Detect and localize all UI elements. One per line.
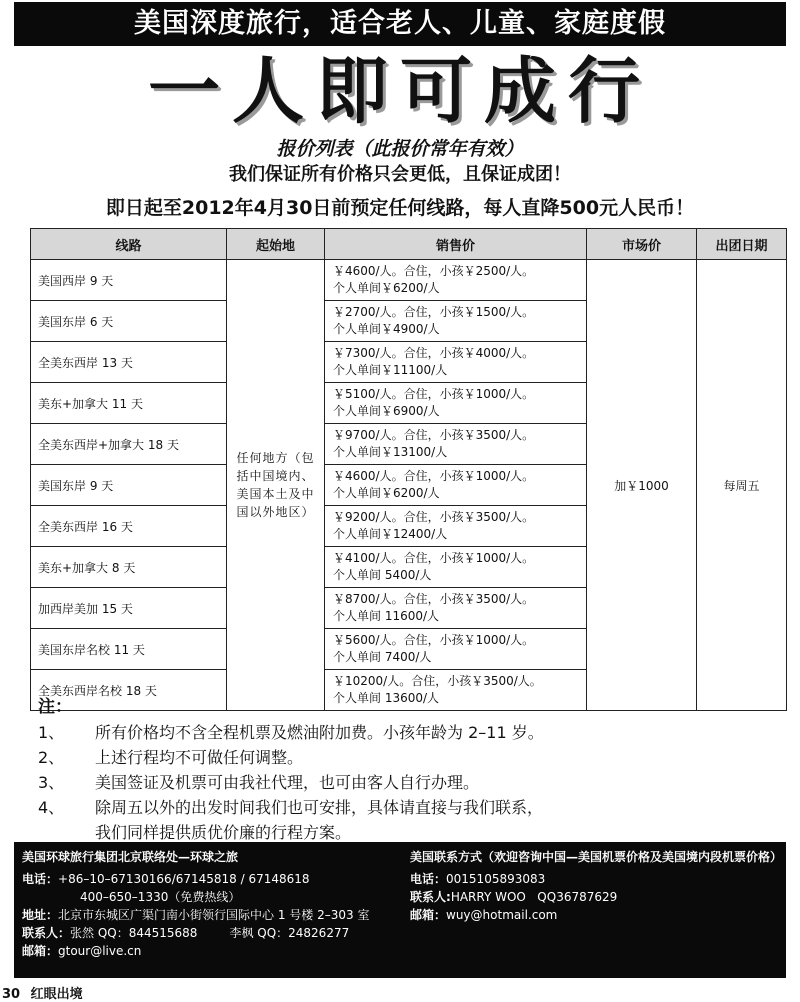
route-cell: 加西岸美加 15 天 [31,588,227,629]
price-line: ￥4100/人。合住，小孩￥1000/人。 [333,551,535,565]
price-cell [325,547,587,588]
single-room-price: 个人单间￥6200/人 [333,281,440,295]
email-label: 邮箱： [410,908,447,922]
price-cell [325,424,587,465]
note-number: 1、 [38,723,65,742]
price-line: ￥10200/人。合住，小孩￥3500/人。 [333,674,542,688]
single-room-price: 个人单间 13600/人 [333,691,440,705]
note-continuation: 我们同样提供质优价廉的行程方案。 [95,823,352,842]
note-text: 除周五以外的出发时间我们也可安排，具体请直接与我们联系， [95,798,544,817]
price-line: ￥5100/人。合住，小孩￥1000/人。 [333,387,535,401]
route-cell: 美东+加拿大 8 天 [31,547,227,588]
note-item [38,720,788,745]
us-contact-heading: 美国联系方式（欢迎咨询中国—美国机票价格及美国境内段机票价格） [410,850,783,864]
contacts-line [22,924,412,942]
top-banner: 美国深度旅行，适合老人、儿童、家庭度假 [14,2,786,46]
price-line: ￥4600/人。合住，小孩￥1000/人。 [333,469,535,483]
single-room-price: 个人单间 5400/人 [333,568,432,582]
price-list-title: 报价列表（此报价常年有效） [276,138,524,160]
address-text: 北京市东城区广渠门南小街领行国际中心 1 号楼 2–303 室 [58,908,370,922]
header-origin: 起始地 [227,229,325,260]
price-line: ￥9700/人。合住，小孩￥3500/人。 [333,428,535,442]
price-line: ￥4600/人。合住，小孩￥2500/人。 [333,264,535,278]
header-route: 线路 [31,229,227,260]
note-text: 所有价格均不含全程机票及燃油附加费。小孩年龄为 2–11 岁。 [95,723,544,742]
route-cell: 美国西岸 9 天 [31,260,227,301]
price-cell [325,506,587,547]
notes-title: 注： [38,697,72,717]
phone-label: 电话： [410,872,447,886]
price-cell [325,465,587,506]
note-text: 美国签证及机票可由我社代理，也可由客人自行办理。 [95,773,480,792]
single-room-price: 个人单间 11600/人 [333,609,440,623]
header-departure-date: 出团日期 [697,229,787,260]
beijing-email-line [22,942,412,960]
header-market-price: 市场价 [587,229,697,260]
contact-person: HARRY WOO QQ36787629 [450,890,618,904]
contacts-label: 联系人： [22,926,71,940]
price-line: ￥8700/人。合住，小孩￥3500/人。 [333,592,535,606]
single-room-price: 个人单间 7400/人 [333,650,432,664]
header-sale-price: 销售价 [325,229,587,260]
us-contact [410,848,782,924]
notes-section [38,692,788,845]
origin-cell: 任何地方（包括中国境内、美国本土及中国以外地区） [227,260,325,711]
route-cell: 全美东西岸+加拿大 18 天 [31,424,227,465]
route-cell: 美东+加拿大 11 天 [31,383,227,424]
us-contact-person-line [410,888,782,906]
hotline: 400–650–1330（免费热线） [80,890,241,904]
guarantee-line: 我们保证所有价格只会更低，且保证成团！ [229,164,571,185]
page-number: 30 [2,987,21,1002]
single-room-price: 个人单间￥6900/人 [333,404,440,418]
beijing-phone-line [22,870,412,888]
route-cell: 美国东岸 9 天 [31,465,227,506]
magazine-name: 红眼出境 [30,987,83,1002]
route-cell: 美国东岸名校 11 天 [31,629,227,670]
email-address: wuy@hotmail.com [446,908,558,922]
price-cell [325,342,587,383]
address-line [22,906,412,924]
single-room-price: 个人单间￥13100/人 [333,445,448,459]
contact-panel [14,842,786,978]
single-room-price: 个人单间￥11100/人 [333,363,448,377]
single-room-price: 个人单间￥6200/人 [333,486,440,500]
note-item [38,770,788,795]
price-cell [325,301,587,342]
note-number: 4、 [38,798,65,817]
address-label: 地址： [22,908,59,922]
price-line: ￥7300/人。合住，小孩￥4000/人。 [333,346,535,360]
phone-number: 0015105893083 [446,872,546,886]
price-table [30,228,787,711]
route-cell: 全美东西岸 13 天 [31,342,227,383]
us-phone-line [410,870,782,888]
route-cell: 全美东西岸 16 天 [31,506,227,547]
price-line: ￥5600/人。合住，小孩￥1000/人。 [333,633,535,647]
us-email-line [410,906,782,924]
price-cell [325,383,587,424]
note-number: 2、 [38,748,65,767]
price-cell [325,588,587,629]
discount-line: 即日起至2012年4月30日前预定任何线路，每人直降500元人民币！ [105,197,695,219]
price-cell [325,629,587,670]
single-room-price: 个人单间￥12400/人 [333,527,448,541]
page-footer [2,983,83,1002]
single-room-price: 个人单间￥4900/人 [333,322,440,336]
table-header-row [31,229,787,260]
beijing-contact [22,848,412,960]
phone-label: 电话： [22,872,59,886]
beijing-contact-heading: 美国环球旅行集团北京联络处—环球之旅 [22,850,239,864]
phone-number: +86–10–67130166/67145818 / 67148618 [58,872,310,886]
contact-person-1: 张然 QQ：844515688 [70,926,198,940]
route-cell: 全美东西岸名校 18 天 [31,670,227,711]
market-price-cell: 加￥1000 [587,260,697,711]
note-text: 上述行程均不可做任何调整。 [95,748,304,767]
note-item [38,795,788,820]
price-line: ￥9200/人。合住，小孩￥3500/人。 [333,510,535,524]
contact-label: 联系人: [410,890,451,904]
route-cell: 美国东岸 6 天 [31,301,227,342]
price-cell [325,260,587,301]
headline: 一人即可成行 [147,50,652,132]
email-address: gtour@live.cn [58,944,142,958]
email-label: 邮箱： [22,944,59,958]
table-row [31,260,787,301]
price-line: ￥2700/人。合住，小孩￥1500/人。 [333,305,535,319]
contact-person-2: 李枫 QQ：24826277 [229,926,350,940]
note-item [38,745,788,770]
note-number: 3、 [38,773,65,792]
departure-cell: 每周五 [697,260,787,711]
